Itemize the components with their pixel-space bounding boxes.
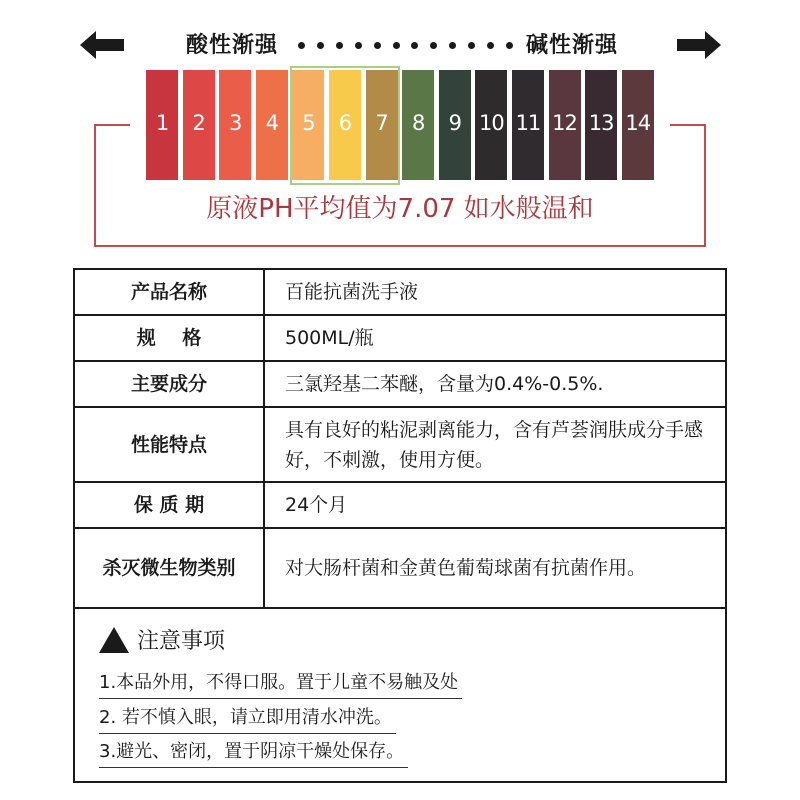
notice-box bbox=[73, 608, 727, 783]
ph-value: 14 bbox=[625, 111, 651, 135]
ph-cell bbox=[292, 70, 324, 180]
table-row bbox=[74, 528, 726, 608]
ph-value: 13 bbox=[588, 111, 614, 135]
table-row bbox=[74, 361, 726, 407]
ph-cell bbox=[402, 70, 434, 180]
row-key: 保 质 期 bbox=[74, 482, 264, 528]
notice-title: 注意事项 bbox=[137, 629, 226, 654]
frame-left bbox=[94, 124, 96, 247]
notice-item: 1.本品外用，不得口服。置于儿童不易触及处 bbox=[99, 668, 462, 699]
row-key: 规 格 bbox=[74, 315, 264, 361]
base-label: 碱性渐强 bbox=[526, 33, 619, 58]
row-value: 对大肠杆菌和金黄色葡萄球菌有抗菌作用。 bbox=[264, 528, 726, 608]
ph-value: 3 bbox=[229, 111, 242, 135]
notice-item: 3.避光、密闭，置于阴凉干燥处保存。 bbox=[99, 737, 408, 768]
notice-item: 2. 若不慎入眼，请立即用清水冲洗。 bbox=[99, 703, 396, 734]
ph-value: 7 bbox=[375, 111, 388, 135]
row-value: 24个月 bbox=[264, 482, 726, 528]
frame-bottom bbox=[94, 245, 706, 247]
ph-value: 11 bbox=[515, 111, 541, 135]
warning-icon bbox=[99, 627, 129, 653]
ph-value: 12 bbox=[552, 111, 577, 135]
ph-cell bbox=[219, 70, 251, 180]
ph-note: 原液PH平均值为7.07 如水般温和 bbox=[206, 194, 594, 224]
scale-dots bbox=[298, 42, 513, 49]
ph-value: 1 bbox=[155, 111, 169, 135]
ph-strip bbox=[146, 70, 658, 180]
row-value: 500ML/瓶 bbox=[264, 315, 726, 361]
ph-cell bbox=[549, 70, 581, 180]
acid-label: 酸性渐强 bbox=[186, 33, 279, 58]
ph-cell bbox=[512, 70, 544, 180]
row-key: 产品名称 bbox=[74, 269, 264, 315]
row-key: 杀灭微生物类别 bbox=[74, 528, 264, 608]
ph-cell bbox=[622, 70, 654, 180]
ph-cell bbox=[256, 70, 288, 180]
table-row bbox=[74, 315, 726, 361]
table-row bbox=[74, 407, 726, 482]
ph-cell bbox=[183, 70, 215, 180]
ph-cell bbox=[439, 70, 471, 180]
ph-value: 8 bbox=[411, 111, 425, 135]
right-arrow-icon bbox=[677, 31, 721, 59]
notice-title-row bbox=[99, 624, 225, 655]
ph-value: 4 bbox=[265, 111, 278, 135]
row-value: 具有良好的粘泥剥离能力，含有芦荟润肤成分手感好，不刺激，使用方便。 bbox=[264, 407, 726, 482]
ph-value: 5 bbox=[302, 111, 315, 135]
frame-top-right bbox=[670, 124, 706, 126]
ph-value: 6 bbox=[338, 111, 352, 135]
ph-cell bbox=[475, 70, 507, 180]
row-key: 主要成分 bbox=[74, 361, 264, 407]
ph-value: 2 bbox=[192, 111, 205, 135]
left-arrow-icon bbox=[80, 31, 124, 59]
frame-top-left bbox=[94, 124, 130, 126]
ph-cell bbox=[146, 70, 178, 180]
ph-value: 10 bbox=[478, 111, 504, 135]
row-value: 百能抗菌洗手液 bbox=[264, 269, 726, 315]
ph-cell bbox=[329, 70, 361, 180]
row-key: 性能特点 bbox=[74, 407, 264, 482]
product-info-table bbox=[73, 268, 727, 609]
ph-cell bbox=[585, 70, 617, 180]
ph-cell bbox=[366, 70, 398, 180]
table-row bbox=[74, 269, 726, 315]
row-value: 三氯羟基二苯醚，含量为0.4%-0.5%. bbox=[264, 361, 726, 407]
table-row bbox=[74, 482, 726, 528]
frame-right bbox=[704, 124, 706, 247]
ph-value: 9 bbox=[448, 111, 461, 135]
